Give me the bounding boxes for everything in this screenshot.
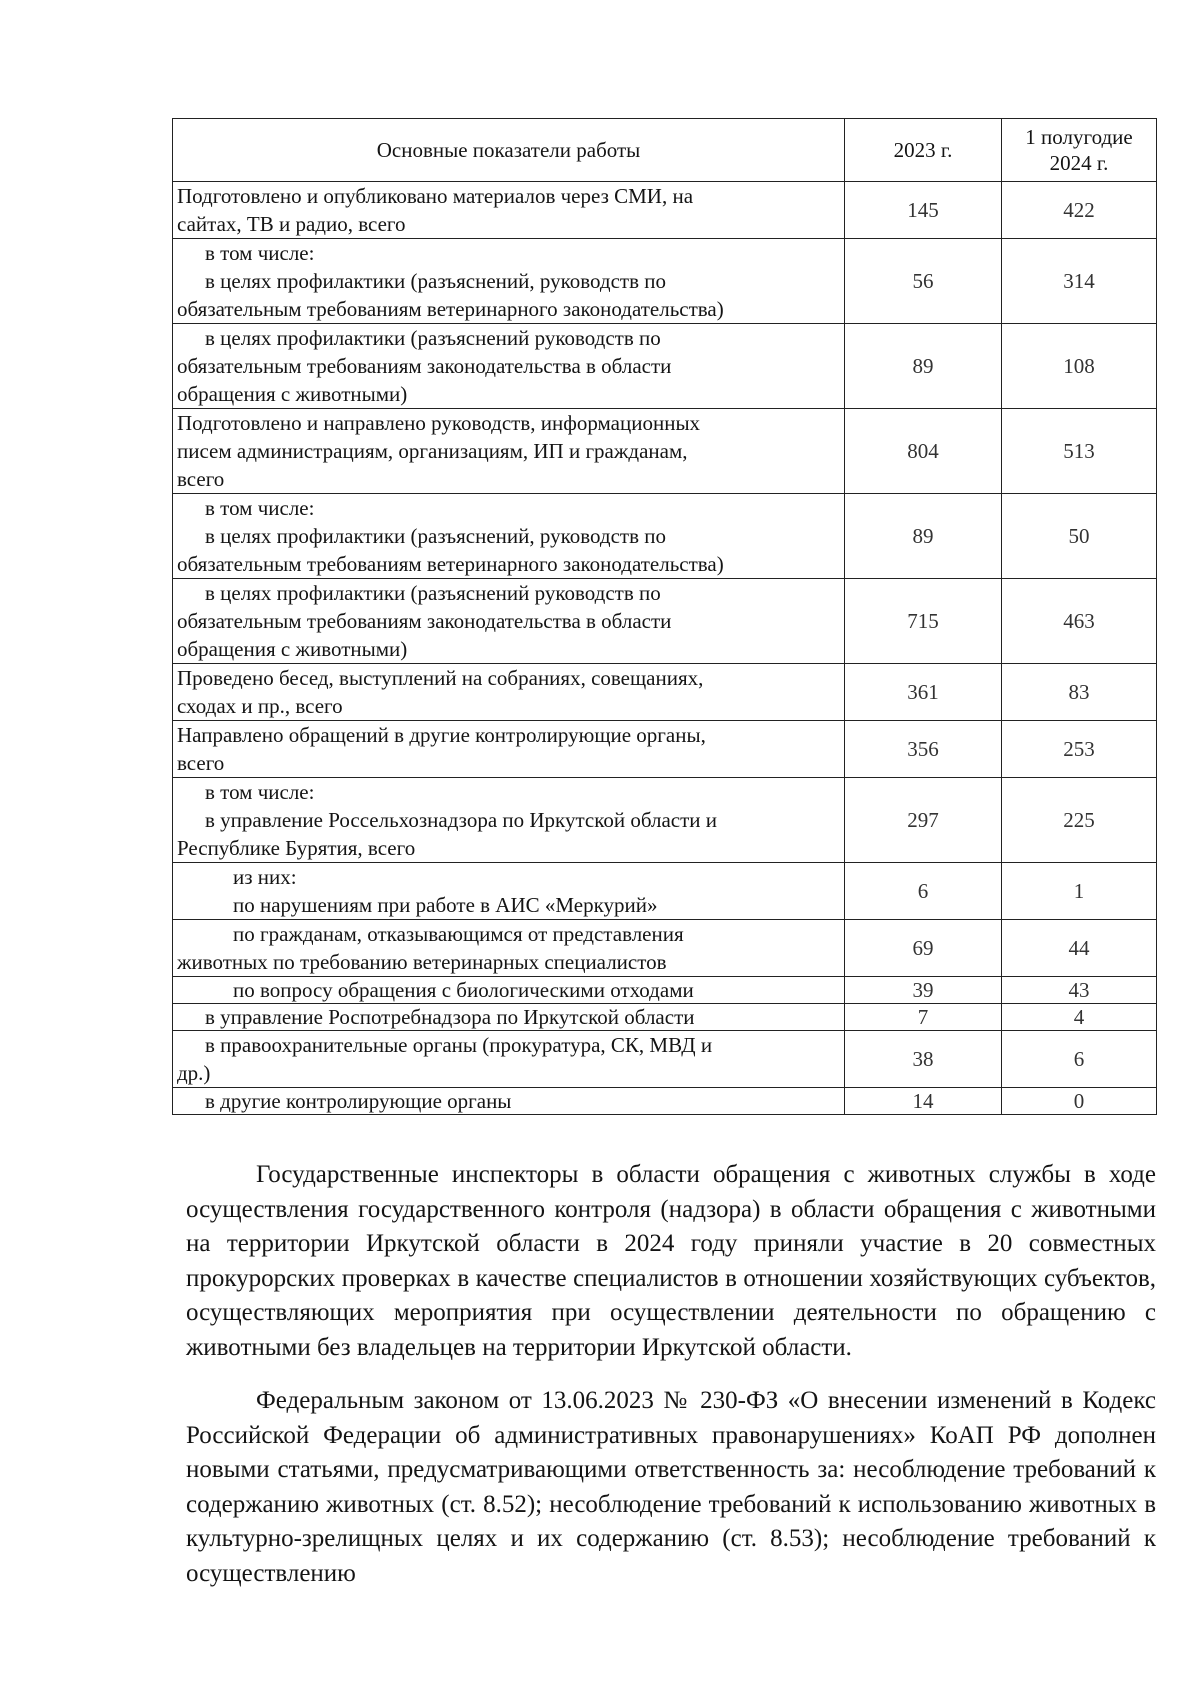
row-label-line: в целях профилактики (разъяснений руководств по xyxy=(205,326,661,350)
row-label-line: в целях профилактики (разъяснений руководств по xyxy=(205,581,661,605)
value-2023: 297 xyxy=(845,778,1002,863)
row-label-line: по гражданам, отказывающимся от представления xyxy=(233,922,684,946)
value-2024: 44 xyxy=(1002,920,1157,977)
table-row xyxy=(173,721,1157,778)
value-2024: 83 xyxy=(1002,664,1157,721)
table-row xyxy=(173,1031,1157,1088)
row-label-line: всего xyxy=(177,751,225,775)
table-row xyxy=(173,409,1157,494)
value-2023: 804 xyxy=(845,409,1002,494)
row-label-line: обязательным требованиям ветеринарного законодательства) xyxy=(177,552,724,576)
row-label-line: др.) xyxy=(177,1061,211,1085)
header-2023: 2023 г. xyxy=(845,119,1002,182)
table-row xyxy=(173,579,1157,664)
table-row xyxy=(173,977,1157,1004)
row-label-line: по вопросу обращения с биологическими отходами xyxy=(233,978,694,1002)
row-label xyxy=(173,239,845,324)
row-label xyxy=(173,863,845,920)
value-2023: 38 xyxy=(845,1031,1002,1088)
row-label-line: в правоохранительные органы (прокуратура, СК, МВД и xyxy=(205,1033,713,1057)
row-label xyxy=(173,721,845,778)
row-label-line: в том числе: xyxy=(205,780,315,804)
body-paragraph-inspectors xyxy=(186,1158,1156,1365)
body-paragraph-federal-law xyxy=(186,1384,1156,1591)
row-label xyxy=(173,1088,845,1115)
value-2024: 225 xyxy=(1002,778,1157,863)
row-label xyxy=(173,664,845,721)
table-row xyxy=(173,182,1157,239)
value-2023: 361 xyxy=(845,664,1002,721)
row-label-line: в другие контролирующие органы xyxy=(205,1089,512,1113)
row-label-line: обращения с животными) xyxy=(177,637,408,661)
row-label xyxy=(173,409,845,494)
table-row xyxy=(173,324,1157,409)
row-label-line: в том числе: xyxy=(205,241,315,265)
row-label-line: животных по требованию ветеринарных специалистов xyxy=(177,950,667,974)
row-label-line: в управление Роспотребнадзора по Иркутской области xyxy=(205,1005,695,1029)
value-2023: 715 xyxy=(845,579,1002,664)
row-label-line: Подготовлено и направлено руководств, информационных xyxy=(177,411,701,435)
header-2024-half: 1 полугодие 2024 г. xyxy=(1002,119,1157,182)
row-label xyxy=(173,1004,845,1031)
value-2024: 4 xyxy=(1002,1004,1157,1031)
row-label xyxy=(173,977,845,1004)
value-2023: 69 xyxy=(845,920,1002,977)
value-2023: 56 xyxy=(845,239,1002,324)
table-row xyxy=(173,920,1157,977)
table-row xyxy=(173,863,1157,920)
row-label-line: из них: xyxy=(233,865,297,889)
value-2024: 463 xyxy=(1002,579,1157,664)
value-2024: 422 xyxy=(1002,182,1157,239)
value-2023: 145 xyxy=(845,182,1002,239)
row-label-line: в том числе: xyxy=(205,496,315,520)
value-2023: 7 xyxy=(845,1004,1002,1031)
row-label-line: обязательным требованиям законодательства в области xyxy=(177,354,672,378)
row-label-line: обязательным требованиям законодательства в области xyxy=(177,609,672,633)
row-label xyxy=(173,494,845,579)
row-label xyxy=(173,778,845,863)
row-label xyxy=(173,182,845,239)
table-row xyxy=(173,239,1157,324)
row-label-line: по нарушениям при работе в АИС «Меркурий» xyxy=(233,893,658,917)
table-row xyxy=(173,1088,1157,1115)
value-2023: 14 xyxy=(845,1088,1002,1115)
value-2023: 356 xyxy=(845,721,1002,778)
value-2024: 50 xyxy=(1002,494,1157,579)
value-2023: 39 xyxy=(845,977,1002,1004)
row-label xyxy=(173,1031,845,1088)
row-label-line: в целях профилактики (разъяснений, руководств по xyxy=(205,269,667,293)
value-2024: 314 xyxy=(1002,239,1157,324)
table-row xyxy=(173,494,1157,579)
indicators-table xyxy=(172,118,1157,1115)
value-2024: 0 xyxy=(1002,1088,1157,1115)
row-label-line: Республике Бурятия, всего xyxy=(177,836,416,860)
row-label-line: обращения с животными) xyxy=(177,382,408,406)
value-2024: 1 xyxy=(1002,863,1157,920)
row-label xyxy=(173,920,845,977)
row-label-line: всего xyxy=(177,467,225,491)
value-2024: 513 xyxy=(1002,409,1157,494)
row-label-line: в управление Россельхознадзора по Иркутской области и xyxy=(205,808,718,832)
row-label xyxy=(173,324,845,409)
header-indicators: Основные показатели работы xyxy=(173,119,845,182)
table-header-row xyxy=(173,119,1157,182)
row-label-line: писем администрациям, организациям, ИП и гражданам, xyxy=(177,439,688,463)
row-label-line: Подготовлено и опубликовано материалов через СМИ, на xyxy=(177,184,694,208)
row-label-line: Направлено обращений в другие контролирующие органы, xyxy=(177,723,706,747)
row-label-line: сходах и пр., всего xyxy=(177,694,343,718)
table-row xyxy=(173,778,1157,863)
value-2023: 89 xyxy=(845,324,1002,409)
value-2024: 253 xyxy=(1002,721,1157,778)
table-row xyxy=(173,664,1157,721)
row-label-line: Проведено бесед, выступлений на собраниях, совещаниях, xyxy=(177,666,704,690)
row-label xyxy=(173,579,845,664)
row-label-line: обязательным требованиям ветеринарного законодательства) xyxy=(177,297,724,321)
value-2024: 43 xyxy=(1002,977,1157,1004)
value-2023: 89 xyxy=(845,494,1002,579)
table-row xyxy=(173,1004,1157,1031)
value-2024: 108 xyxy=(1002,324,1157,409)
value-2024: 6 xyxy=(1002,1031,1157,1088)
value-2023: 6 xyxy=(845,863,1002,920)
row-label-line: в целях профилактики (разъяснений, руководств по xyxy=(205,524,667,548)
row-label-line: сайтах, ТВ и радио, всего xyxy=(177,212,406,236)
paragraph-text: Государственные инспекторы в области обращения с животных службы в ходе осуществления государственного контроля (надзора) в области обращения с животными на территории Иркутской области в 2024 году приняли участие в 20 совместных прокурорских проверках в качестве специалистов в отношении хозяйствующих субъектов, осуществляющих мероприятия при осуществлении деятельности по обращению с животными без владельцев на территории Иркутской области. xyxy=(186,1161,1156,1361)
paragraph-text: Федеральным законом от 13.06.2023 № 230-ФЗ «О внесении изменений в Кодекс Российской Федерации об административных правонарушениях» КоАП РФ дополнен новыми статьями, предусматривающими ответственность за: несоблюдение требований к содержанию животных (ст. 8.52); несоблюдение требований к использованию животных в культурно-зрелищных целях и их содержанию (ст. 8.53); несоблюдение требований к осуществлению xyxy=(186,1387,1156,1587)
